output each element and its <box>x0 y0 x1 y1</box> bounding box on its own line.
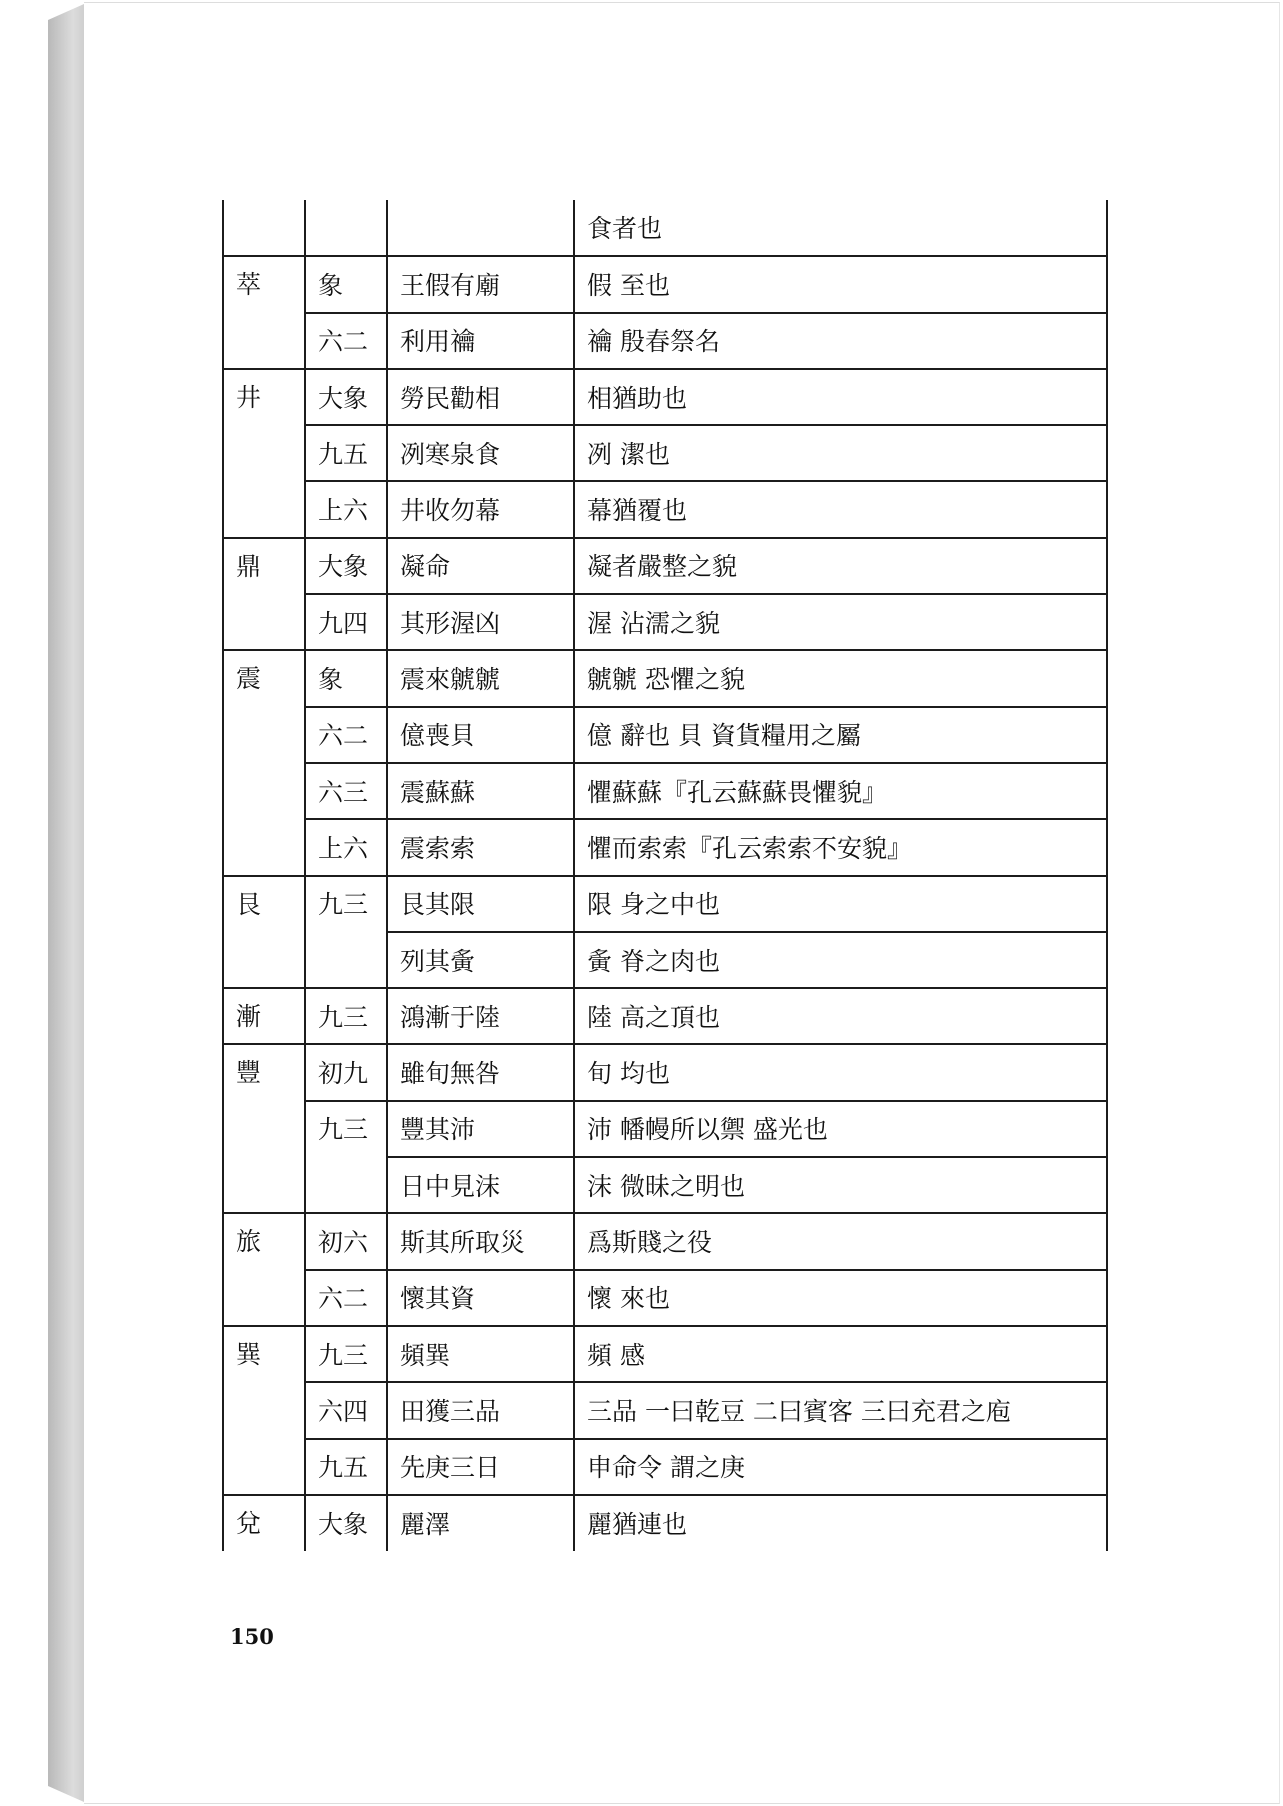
line-position-cell: 上六 <box>305 819 387 875</box>
glossary-table <box>222 200 1108 1551</box>
gloss-cell: 夤 脊之肉也 <box>574 932 1107 988</box>
gloss-cell: 爲斯賤之役 <box>574 1213 1107 1269</box>
line-position-cell: 初六 <box>305 1213 387 1269</box>
table-row <box>223 1270 1107 1326</box>
phrase-cell: 日中見沫 <box>387 1157 574 1213</box>
phrase-cell: 雖旬無咎 <box>387 1044 574 1100</box>
phrase-cell: 其形渥凶 <box>387 594 574 650</box>
page-number: 150 <box>230 1624 274 1649</box>
line-position-cell: 九三 <box>305 988 387 1044</box>
gua-name-cell: 旅 <box>223 1213 305 1326</box>
line-position-cell: 九五 <box>305 425 387 481</box>
gua-name-cell: 艮 <box>223 876 305 989</box>
book-spine-edge <box>48 4 84 1802</box>
table-row <box>223 650 1107 706</box>
table-row <box>223 369 1107 425</box>
gua-name-cell: 萃 <box>223 256 305 369</box>
gua-name-cell: 巽 <box>223 1326 305 1495</box>
phrase-cell: 艮其限 <box>387 876 574 932</box>
phrase-cell: 斯其所取災 <box>387 1213 574 1269</box>
line-position-cell: 九五 <box>305 1439 387 1495</box>
phrase-cell: 麗澤 <box>387 1495 574 1551</box>
line-position-cell: 六三 <box>305 763 387 819</box>
gua-name-cell: 鼎 <box>223 538 305 651</box>
phrase-cell: 懷其資 <box>387 1270 574 1326</box>
table-row <box>223 1326 1107 1382</box>
gloss-cell: 沛 幡幔所以禦 盛光也 <box>574 1101 1107 1157</box>
table-row <box>223 1044 1107 1100</box>
table-row <box>223 481 1107 537</box>
table-row <box>223 1213 1107 1269</box>
gloss-cell: 懼而索索『孔云索索不安貌』 <box>574 819 1107 875</box>
line-position-cell: 上六 <box>305 481 387 537</box>
phrase-cell: 冽寒泉食 <box>387 425 574 481</box>
phrase-cell: 震蘇蘇 <box>387 763 574 819</box>
table-row <box>223 200 1107 256</box>
gua-name-cell: 井 <box>223 369 305 538</box>
line-position-cell: 六四 <box>305 1382 387 1438</box>
gloss-cell: 冽 潔也 <box>574 425 1107 481</box>
table-row <box>223 313 1107 369</box>
line-position-cell: 九三 <box>305 1326 387 1382</box>
table-row <box>223 707 1107 763</box>
line-position-cell: 九三 <box>305 876 387 989</box>
table-row <box>223 256 1107 312</box>
gloss-cell: 麗猶連也 <box>574 1495 1107 1551</box>
gloss-cell: 渥 沾濡之貌 <box>574 594 1107 650</box>
table-row <box>223 594 1107 650</box>
phrase-cell: 井收勿幕 <box>387 481 574 537</box>
table-row <box>223 1382 1107 1438</box>
phrase-cell: 先庚三日 <box>387 1439 574 1495</box>
phrase-cell <box>387 200 574 256</box>
gloss-cell: 頻 感 <box>574 1326 1107 1382</box>
table-row <box>223 538 1107 594</box>
gloss-cell: 相猶助也 <box>574 369 1107 425</box>
phrase-cell: 頻巽 <box>387 1326 574 1382</box>
gloss-cell: 申命令 謂之庚 <box>574 1439 1107 1495</box>
line-position-cell: 象 <box>305 650 387 706</box>
gloss-cell: 億 辭也 貝 資貨糧用之屬 <box>574 707 1107 763</box>
gloss-cell: 凝者嚴整之貌 <box>574 538 1107 594</box>
phrase-cell: 利用禴 <box>387 313 574 369</box>
phrase-cell: 列其夤 <box>387 932 574 988</box>
table-row <box>223 425 1107 481</box>
line-position-cell: 象 <box>305 256 387 312</box>
gua-name-cell: 兌 <box>223 1495 305 1551</box>
table-row <box>223 1495 1107 1551</box>
gloss-cell: 禴 殷春祭名 <box>574 313 1107 369</box>
gloss-cell: 三品 一曰乾豆 二曰賓客 三曰充君之庖 <box>574 1382 1107 1438</box>
phrase-cell: 豐其沛 <box>387 1101 574 1157</box>
gloss-cell: 陸 高之頂也 <box>574 988 1107 1044</box>
phrase-cell: 勞民勸相 <box>387 369 574 425</box>
gloss-cell: 限 身之中也 <box>574 876 1107 932</box>
table-row <box>223 819 1107 875</box>
phrase-cell: 億喪貝 <box>387 707 574 763</box>
phrase-cell: 凝命 <box>387 538 574 594</box>
gua-name-cell <box>223 200 305 256</box>
glossary-table-container <box>222 200 1106 1576</box>
phrase-cell: 王假有廟 <box>387 256 574 312</box>
line-position-cell <box>305 200 387 256</box>
table-row <box>223 1101 1107 1157</box>
gloss-cell: 幕猶覆也 <box>574 481 1107 537</box>
gloss-cell: 沫 微昧之明也 <box>574 1157 1107 1213</box>
gloss-cell: 懼蘇蘇『孔云蘇蘇畏懼貌』 <box>574 763 1107 819</box>
line-position-cell: 大象 <box>305 369 387 425</box>
phrase-cell: 震索索 <box>387 819 574 875</box>
phrase-cell: 震來虩虩 <box>387 650 574 706</box>
line-position-cell: 初九 <box>305 1044 387 1100</box>
line-position-cell: 九三 <box>305 1101 387 1214</box>
phrase-cell: 鴻漸于陸 <box>387 988 574 1044</box>
line-position-cell: 六二 <box>305 1270 387 1326</box>
gloss-cell: 食者也 <box>574 200 1107 256</box>
gloss-cell: 假 至也 <box>574 256 1107 312</box>
gloss-cell: 虩虩 恐懼之貌 <box>574 650 1107 706</box>
gua-name-cell: 漸 <box>223 988 305 1044</box>
line-position-cell: 六二 <box>305 707 387 763</box>
line-position-cell: 九四 <box>305 594 387 650</box>
gloss-cell: 旬 均也 <box>574 1044 1107 1100</box>
line-position-cell: 大象 <box>305 1495 387 1551</box>
line-position-cell: 大象 <box>305 538 387 594</box>
line-position-cell: 六二 <box>305 313 387 369</box>
gloss-cell: 懷 來也 <box>574 1270 1107 1326</box>
gua-name-cell: 震 <box>223 650 305 875</box>
table-row <box>223 988 1107 1044</box>
table-row <box>223 763 1107 819</box>
table-row <box>223 1439 1107 1495</box>
table-row <box>223 876 1107 932</box>
phrase-cell: 田獲三品 <box>387 1382 574 1438</box>
gua-name-cell: 豐 <box>223 1044 305 1213</box>
